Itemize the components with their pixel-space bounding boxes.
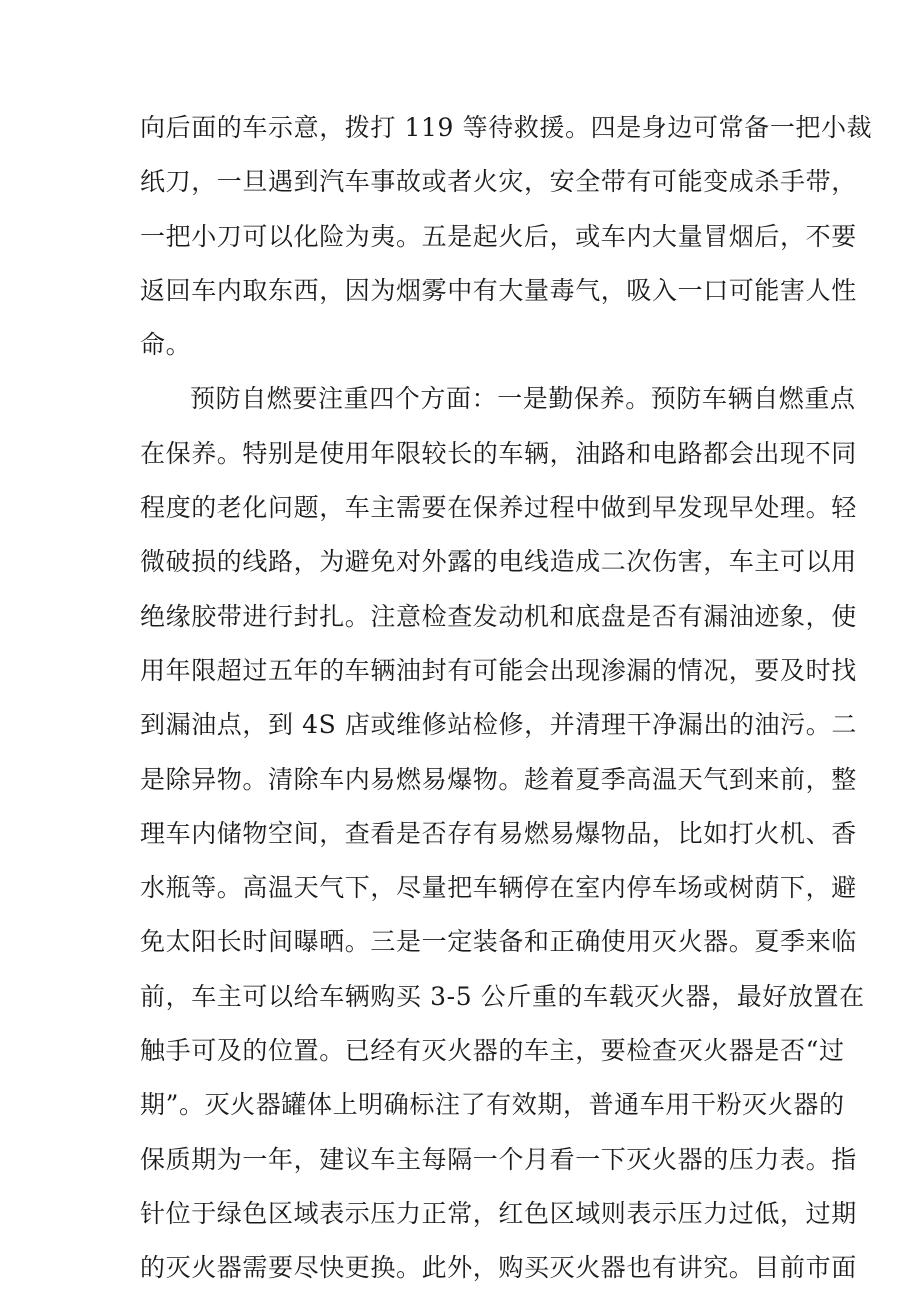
text-line: 一把小刀可以化险为夷。五是起火后，或车内大量冒烟后，不要 [140, 221, 857, 251]
text-line: 程度的老化问题，车主需要在保养过程中做到早发现早处理。轻 [140, 493, 857, 523]
text-line: 针位于绿色区域表示压力正常，红色区域则表示压力过低，过期 [140, 1198, 857, 1228]
text-line: 绝缘胶带进行封扎。注意检查发动机和底盘是否有漏油迹象，使 [140, 601, 857, 631]
text-line: 微破损的线路，为避免对外露的电线造成二次伤害，车主可以用 [140, 547, 857, 577]
text-line: 保质期为一年，建议车主每隔一个月看一下灭火器的压力表。指 [140, 1144, 857, 1174]
text-line: 到漏油点，到 4S 店或维修站检修，并清理干净漏出的油污。二 [140, 710, 857, 740]
body-text [140, 101, 873, 1296]
text-line: 理车内储物空间，查看是否存有易燃易爆物品，比如打火机、香 [140, 818, 857, 848]
text-line: 用年限超过五年的车辆油封有可能会出现渗漏的情况，要及时找 [140, 655, 857, 685]
paragraph-start-line: 预防自燃要注重四个方面：一是勤保养。预防车辆自燃重点 [190, 384, 856, 414]
text-line: 在保养。特别是使用年限较长的车辆，油路和电路都会出现不同 [140, 438, 857, 468]
text-line: 水瓶等。高温天气下，尽量把车辆停在室内停车场或树荫下，避 [140, 873, 857, 903]
text-line: 命。 [140, 330, 192, 360]
text-line: 是除异物。清除车内易燃易爆物。趁着夏季高温天气到来前，整 [140, 764, 857, 794]
text-line: 向后面的车示意，拨打 119 等待救援。四是身边可常备一把小裁 [140, 113, 873, 142]
text-line: 前，车主可以给车辆购买 3-5 公斤重的车载灭火器，最好放置在 [140, 981, 865, 1011]
text-line: 返回车内取东西，因为烟雾中有大量毒气，吸入一口可能害人性 [140, 275, 857, 305]
text-line: 的灭火器需要尽快更换。此外，购买灭火器也有讲究。目前市面 [140, 1253, 857, 1283]
text-line: 纸刀，一旦遇到汽车事故或者火灾，安全带有可能变成杀手带， [140, 167, 857, 197]
text-line: 触手可及的位置。已经有灭火器的车主，要检查灭火器是否“过 [140, 1036, 845, 1066]
text-line: 免太阳长时间曝晒。三是一定装备和正确使用灭火器。夏季来临 [140, 927, 857, 957]
text-line: 期”。灭火器罐体上明确标注了有效期，普通车用干粉灭火器的 [140, 1090, 845, 1120]
